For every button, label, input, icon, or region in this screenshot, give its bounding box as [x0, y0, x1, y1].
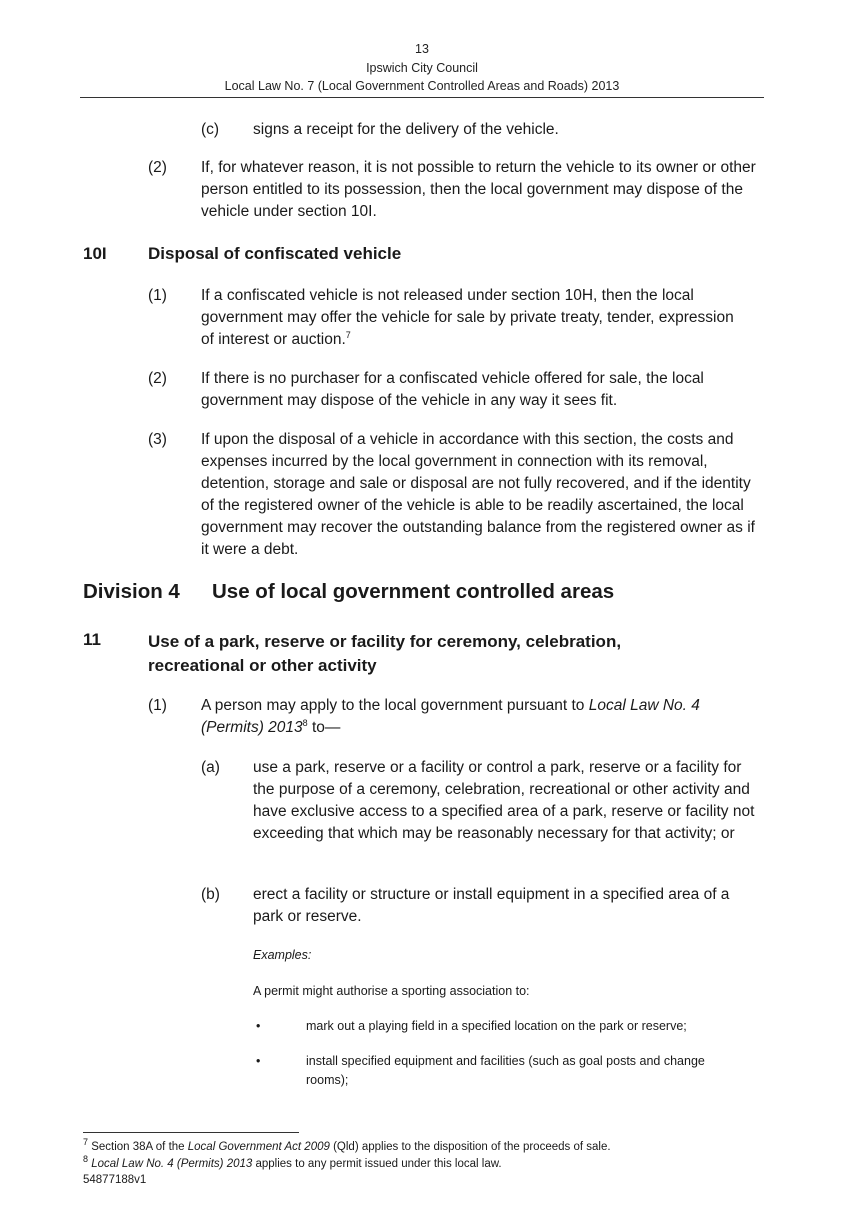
- page-number: 13: [415, 42, 429, 56]
- footnote-ref-8[interactable]: 8: [302, 717, 308, 728]
- s11-a-text: use a park, reserve or a facility or control a park, reserve or a facility for the purpose of a ceremony, celebration, recreational or other activity and have exclusive access to a specified area of a park, reserve or facility not exceeding that which may be reasonably necessary for that activity; or: [253, 759, 755, 842]
- bullet-marker: •: [256, 1054, 261, 1068]
- section-11-title: Use of a park, reserve or facility for ceremony, celebration, recreational or other activity: [148, 632, 622, 675]
- para-2-label: (2): [148, 159, 167, 176]
- footnote-7: $^7$ Section 38A of the Local Government Act 2009 (Qld) applies to the disposition of the proceeds of sale.: [83, 1137, 611, 1153]
- bullet-marker: •: [256, 1019, 261, 1033]
- footnote-separator: [83, 1132, 299, 1133]
- item-c-text: signs a receipt for the delivery of the vehicle.: [253, 121, 559, 138]
- s11-b-text: erect a facility or structure or install equipment in a specified area of a park or reserve.: [253, 886, 730, 925]
- header-title: Local Law No. 7 (Local Government Controlled Areas and Roads) 2013: [224, 79, 620, 93]
- division-4-label: Division 4: [83, 580, 180, 603]
- header-rule: [80, 97, 764, 98]
- s10i-p2-label: (2): [148, 370, 167, 387]
- s11-a-label: (a): [201, 759, 220, 776]
- s11-p1-text: A person may apply to the local government pursuant to Local Law No. 4 (Permits) 2013$^8$ to—: [201, 697, 700, 736]
- s10i-p1-text: If a confiscated vehicle is not released under section 10H, then the local government may offer the vehicle for sale by private treaty, tender, expression of interest or auction.$^7$: [201, 287, 734, 348]
- s11-b-label: (b): [201, 886, 220, 903]
- header-council: Ipswich City Council: [366, 61, 478, 75]
- example-bullet: mark out a playing field in a specified location on the park or reserve;: [306, 1019, 687, 1033]
- para-2-text: If, for whatever reason, it is not possible to return the vehicle to its owner or other person entitled to its possession, then the local government may dispose of the vehicle under section 10I.: [201, 159, 756, 220]
- examples-heading: Examples:: [253, 948, 312, 962]
- item-c-label: (c): [201, 121, 220, 138]
- division-4-title: Use of local government controlled areas: [212, 580, 615, 603]
- section-10i-number: 10I: [83, 244, 107, 263]
- section-11-number: 11: [83, 630, 101, 649]
- document-id: 54877188v1: [83, 1174, 147, 1186]
- s11-p1-label: (1): [148, 697, 167, 714]
- s10i-p1-label: (1): [148, 287, 167, 304]
- law-reference: Local Law No. 4 (Permits) 2013: [201, 697, 700, 736]
- s10i-p2-text: If there is no purchaser for a confiscated vehicle offered for sale, the local government may dispose of the vehicle in any way it sees fit.: [201, 370, 704, 409]
- footnote-ref-7[interactable]: 7: [345, 329, 351, 340]
- examples-intro: A permit might authorise a sporting association to:: [253, 984, 530, 998]
- section-10i-title: Disposal of confiscated vehicle: [148, 244, 402, 263]
- s10i-p3-label: (3): [148, 431, 167, 448]
- s10i-p3-text: If upon the disposal of a vehicle in accordance with this section, the costs and expenses incurred by the local government in connection with its removal, detention, storage and sale or disposal are not fully recovered, and if the identity of the registered owner of the vehicle is able to be readily ascertained, the local government may recover the outstanding balance from the registered owner as if it were a debt.: [201, 431, 755, 558]
- footnote-8: $^8$ Local Law No. 4 (Permits) 2013 applies to any permit issued under this local law.: [83, 1154, 502, 1170]
- example-bullet: install specified equipment and facilities (such as goal posts and change rooms);: [306, 1054, 705, 1087]
